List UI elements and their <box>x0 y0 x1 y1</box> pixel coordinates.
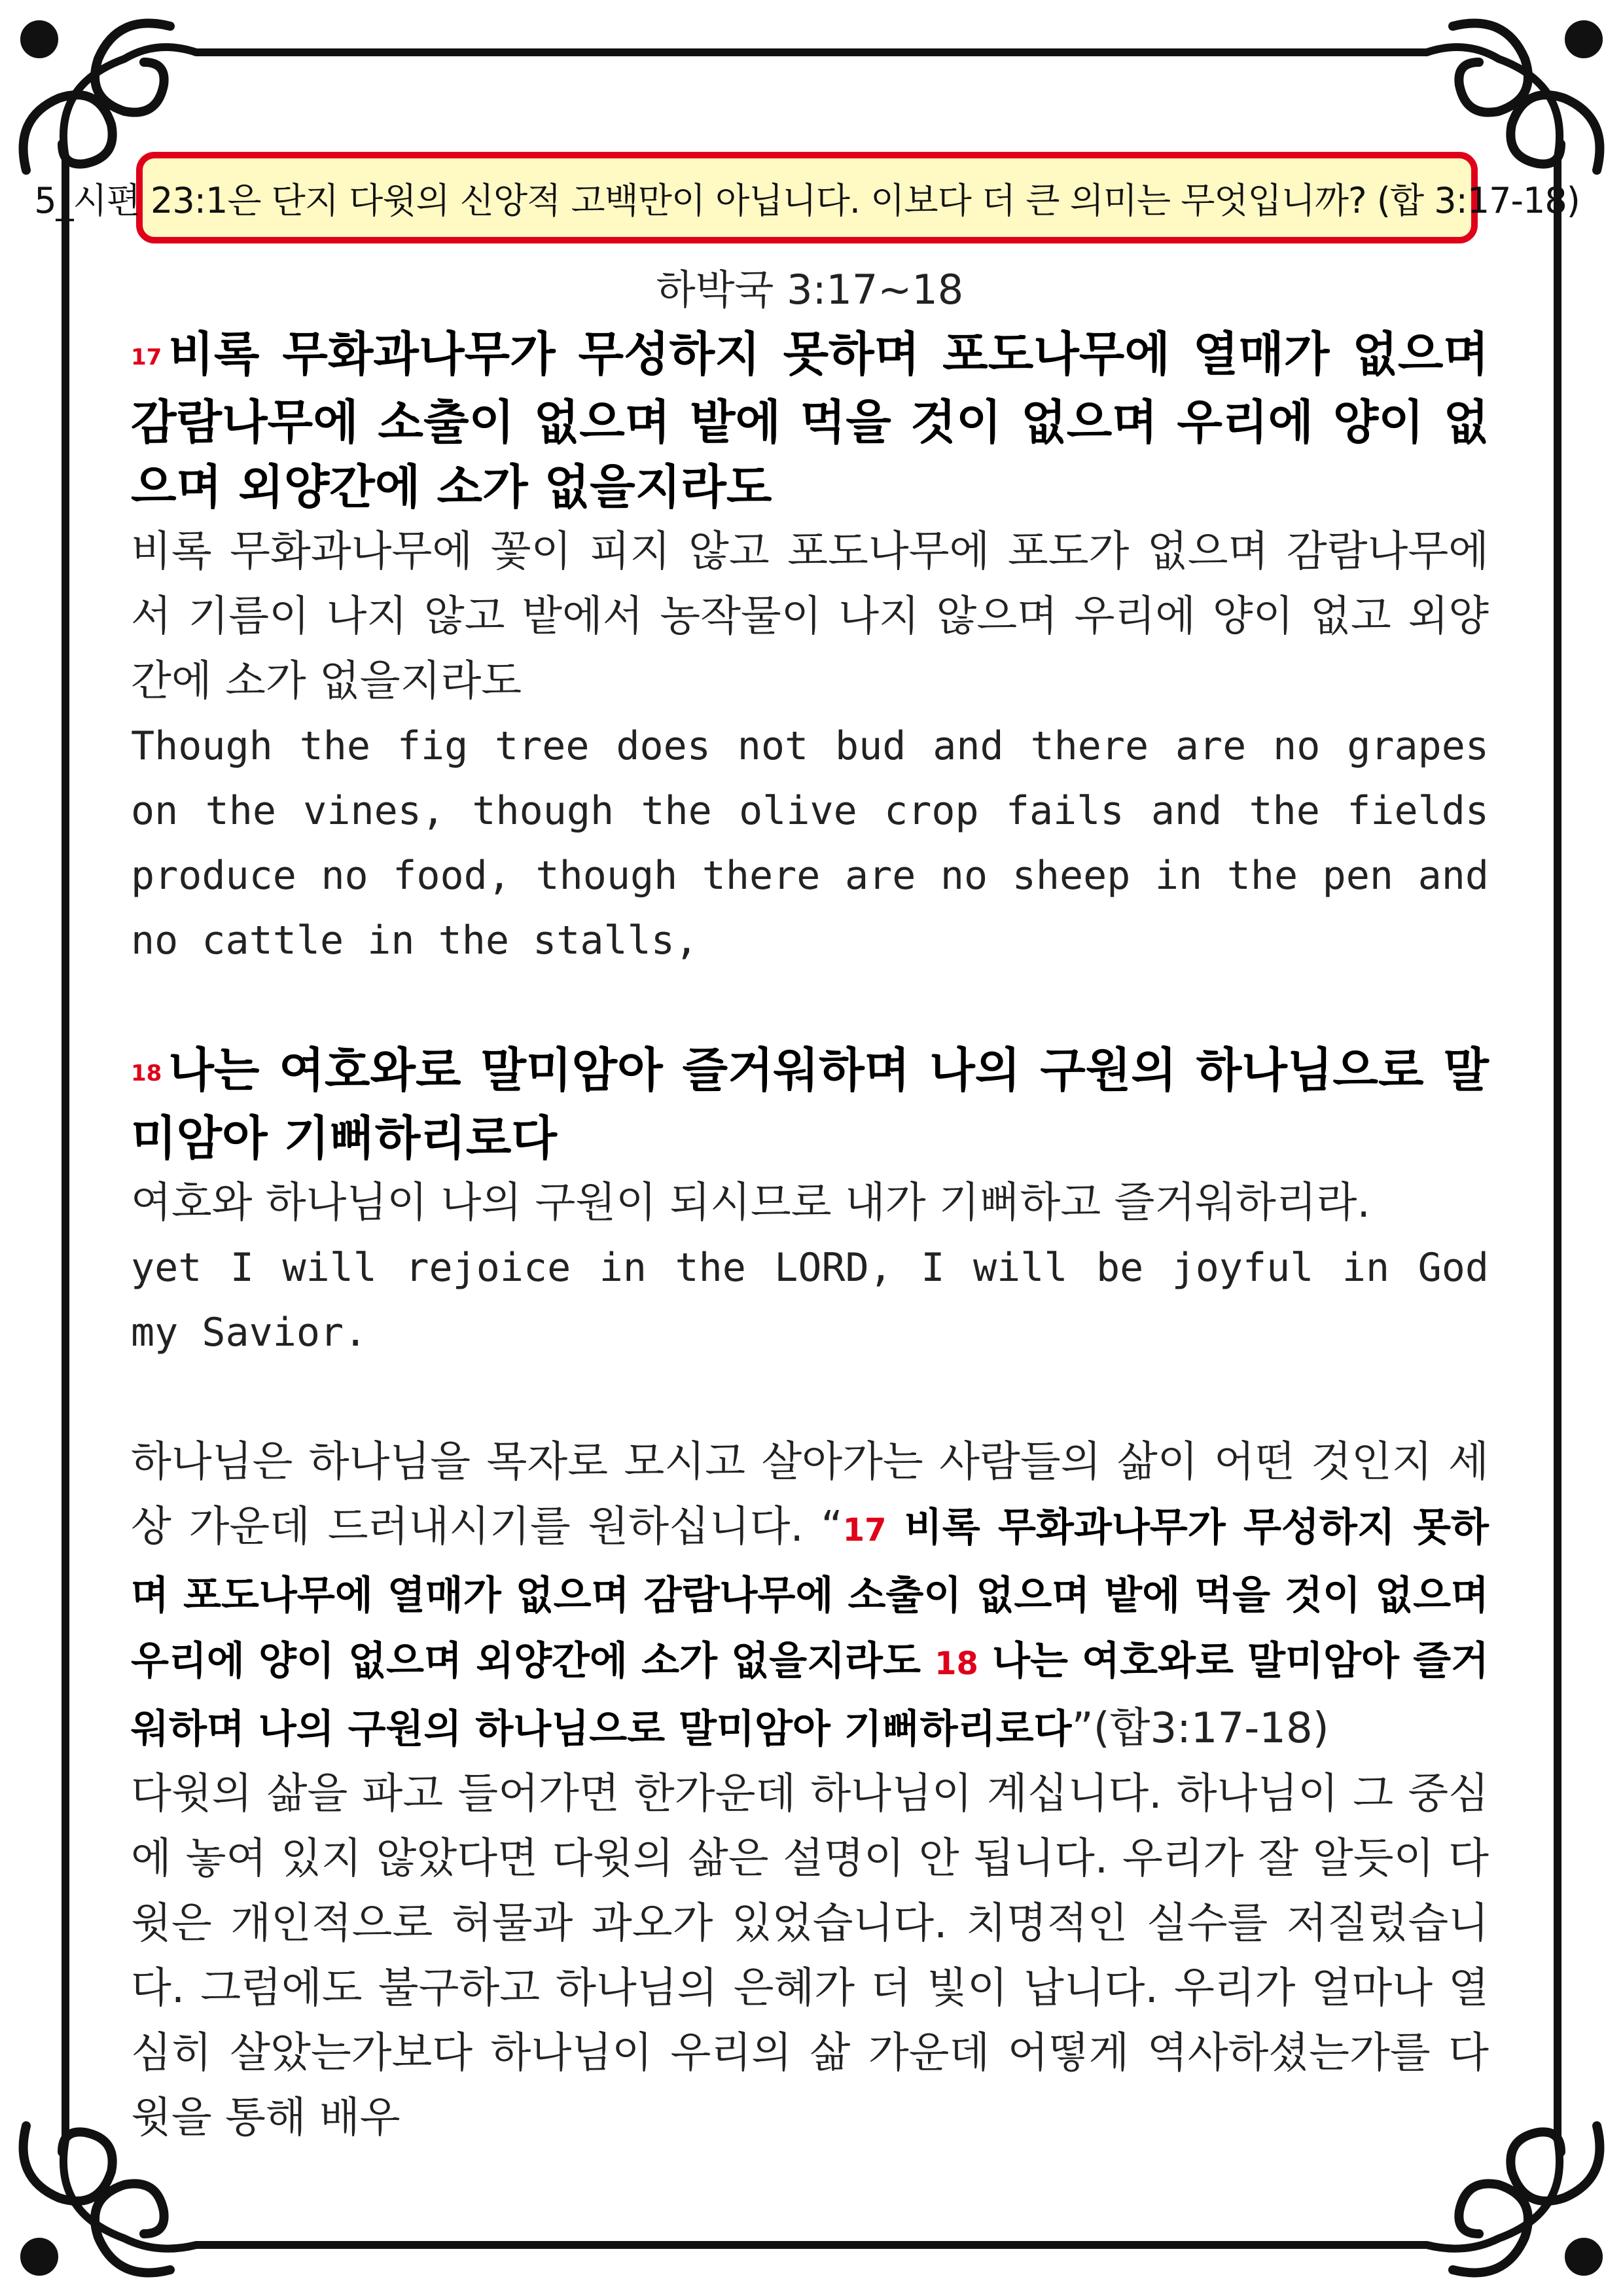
verse-number: 18 <box>131 1060 162 1086</box>
verse-17-modern: 비록 무화과나무에 꽃이 피지 않고 포도나무에 포도가 없으며 감람나무에서 기름이 나지 않고 밭에서 농작물이 나지 않으며 우리에 양이 없고 외양간에 소가 없을지라도 <box>131 527 1489 706</box>
quote-text: 비록 무화과나무가 무성하지 못하며 포도나무에 열매가 없으며 감람나무에 소출이 없으며 밭에 먹을 것이 없으며 우리에 양이 없으며 외양간에 소가 없을지라도 <box>131 1504 1489 1684</box>
verse-18-english: yet I will rejoice in the LORD, I will be joyful in God my Savior. <box>131 1244 1489 1355</box>
spacer <box>131 973 1489 1038</box>
verse-17-korean <box>131 322 1489 520</box>
verse-text: 나는 여호와로 말미암아 즐거워하며 나의 구원의 하나님으로 말미암아 기뻐하리로다 <box>131 1042 1489 1166</box>
quote-text: 나는 여호와로 말미암아 즐거워하며 나의 구원의 하나님으로 말미암아 기뻐하리로다 <box>131 1638 1489 1752</box>
commentary-intro: 하나님은 하나님을 목자로 모시고 살아가는 사람들의 삶이 어떤 것인지 세상 가운데 드러내시기를 원하십니다. “ <box>131 1437 1489 1551</box>
citation: ”(합3:17-18) <box>1071 1704 1329 1753</box>
verse-text: 비록 무화과나무가 무성하지 못하며 포도나무에 열매가 없으며 감람나무에 소출이 없으며 밭에 먹을 것이 없으며 우리에 양이 없으며 외양간에 소가 없을지라도 <box>131 327 1489 514</box>
spacer <box>131 1365 1489 1430</box>
verse-number: 17 <box>131 344 162 370</box>
main-content <box>131 245 1489 2151</box>
quote-verse-number: 17 <box>842 1511 887 1549</box>
verse-17-english: Though the fig tree does not bud and there are no grapes on the vines, though the olive crop fails and the fields produce no food, though there are no sheep in the pen and no cattle in the stalls, <box>131 723 1489 963</box>
quote-verse-number: 18 <box>935 1645 978 1682</box>
verse-18-korean <box>131 1038 1489 1171</box>
reference-title: 하박국 3:17~18 <box>656 266 964 314</box>
commentary-paragraph <box>131 1430 1489 1762</box>
commentary-body: 다윗의 삶을 파고 들어가면 한가운데 하나님이 계십니다. 하나님이 그 중심에 놓여 있지 않았다면 다윗의 삶은 설명이 안 됩니다. 우리가 잘 알듯이 다윗은 개인적으로 허물과 과오가 있었습니다. 치명적인 실수를 저질렀습니다. 그럼에도 불구하고 하나님의 은혜가 더 빛이 납니다. 우리가 얼마나 열심히 살았는가보다 하나님이 우리의 삶 가운데 어떻게 역사하셨는가를 다윗을 통해 배우 <box>131 1769 1489 2142</box>
question-box <box>34 152 1580 243</box>
question-text: 5_시편 23:1은 단지 다윗의 신앙적 고백만이 아닙니다. 이보다 더 큰 의미는 무엇입니까? (합 3:17-18) <box>34 179 1580 221</box>
verse-18-modern: 여호와 하나님이 나의 구원이 되시므로 내가 기뻐하고 즐거워하리라. <box>131 1178 1370 1227</box>
